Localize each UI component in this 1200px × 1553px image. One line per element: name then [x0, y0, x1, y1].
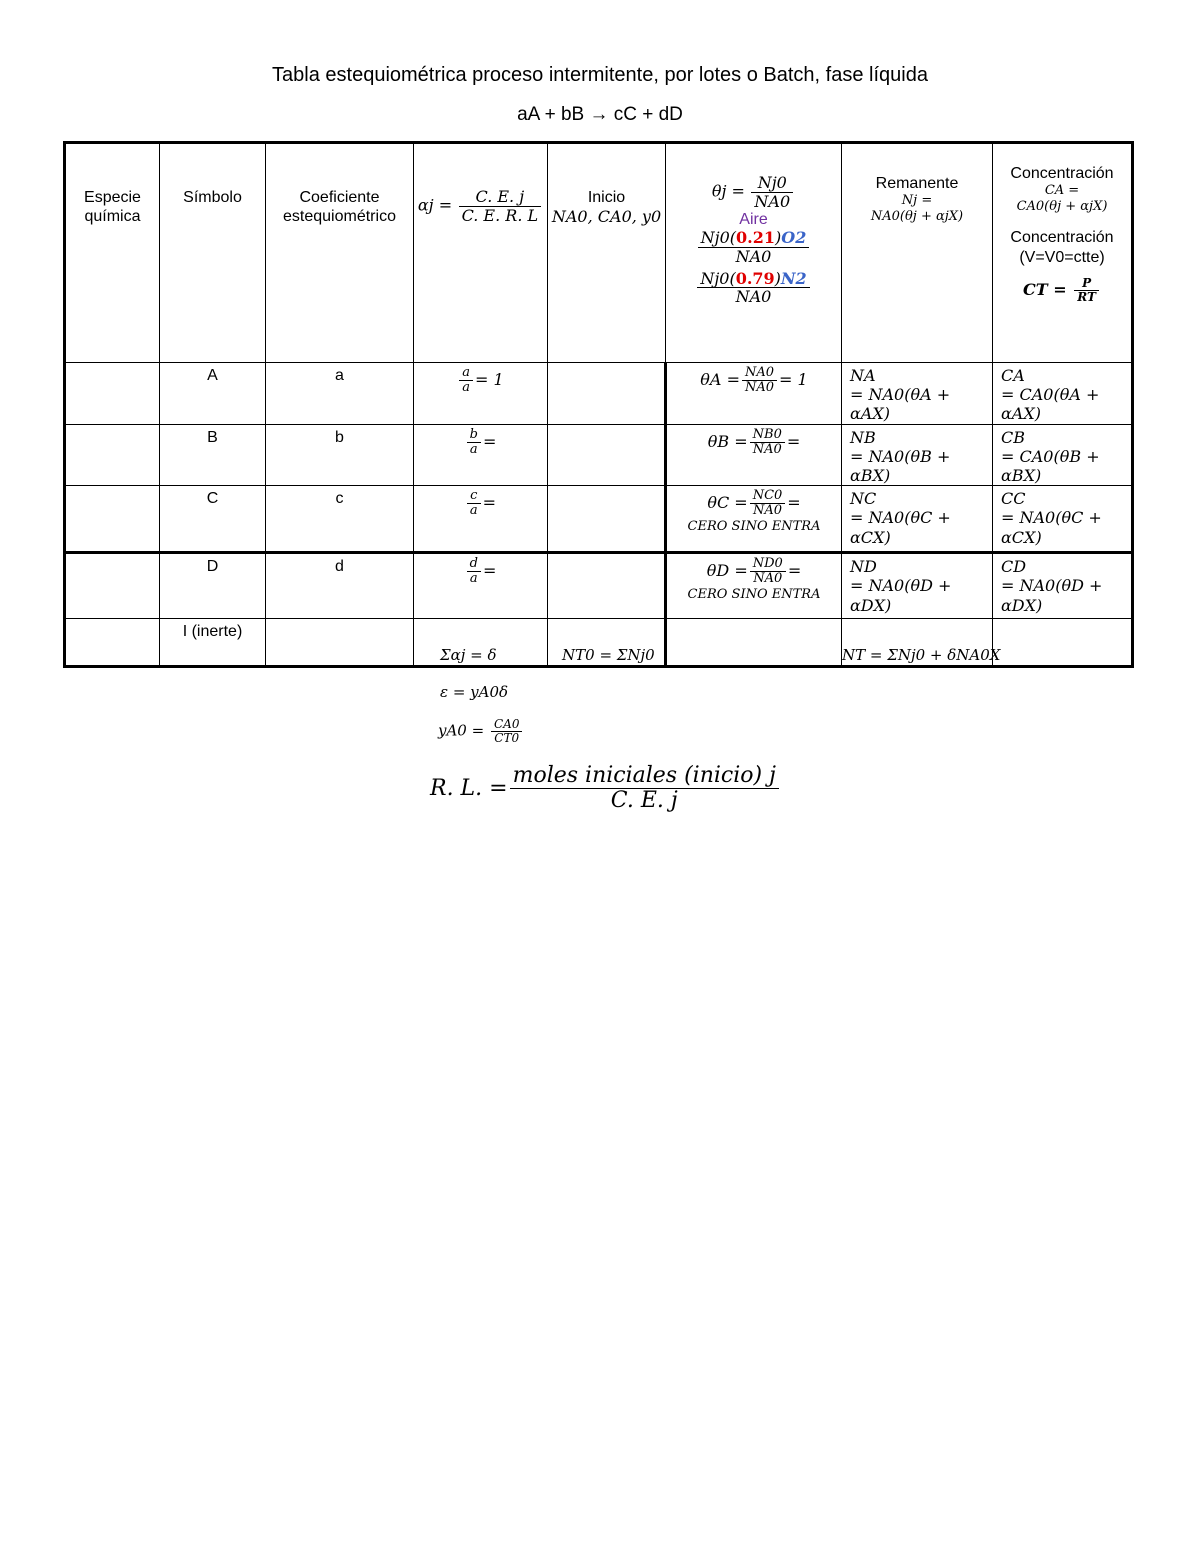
conc-2: = CA0(θB + αBX) — [1001, 446, 1100, 485]
ct-denominator: RT — [1077, 289, 1096, 304]
theta-rhs: = — [786, 431, 801, 451]
theta-lhs: θj = — [711, 181, 745, 201]
cell-alpha — [414, 486, 548, 553]
cell-coef: a — [266, 363, 414, 425]
theta-num: ND0 — [750, 557, 786, 572]
cell-simbolo: B — [160, 424, 266, 486]
alpha-den: a — [469, 441, 478, 457]
cell-concentracion — [993, 619, 1133, 667]
cell-especie — [65, 363, 160, 425]
ct-numerator: P — [1074, 277, 1099, 291]
alpha-den: a — [469, 571, 478, 587]
alpha-rhs: = — [482, 431, 497, 451]
rem-2: = NA0(θD + αDX) — [850, 576, 952, 615]
rem-2: = NA0(θB + αBX) — [850, 446, 951, 485]
nt0-formula: NT0 = ΣNj0 — [562, 646, 655, 664]
sum-alpha-formula: Σαj = δ — [440, 646, 497, 664]
theta-denominator: NA0 — [754, 191, 791, 211]
theta-den: NA0 — [752, 503, 782, 519]
table-row — [65, 424, 1133, 486]
cell-alpha — [414, 424, 548, 486]
theta-lhs: θB = — [707, 431, 748, 451]
remanente-eq2: NA0(θj + αjX) — [870, 208, 964, 224]
theta-den: NA0 — [752, 441, 782, 457]
cell-simbolo: C — [160, 486, 266, 553]
conc-2: = NA0(θC + αCX) — [1001, 508, 1102, 547]
theta-lhs: θC = — [707, 493, 748, 513]
ya0-formula — [438, 718, 524, 745]
header-alpha — [414, 143, 548, 363]
header-coeficiente — [266, 143, 414, 363]
n2-denominator: NA0 — [735, 287, 772, 307]
cell-especie — [65, 619, 160, 667]
ct-lhs: CT = — [1023, 279, 1067, 299]
header-simbolo-label: Símbolo — [183, 189, 242, 206]
cell-simbolo: D — [160, 553, 266, 619]
n2-species: N2 — [780, 268, 807, 288]
cell-especie — [65, 553, 160, 619]
stoichiometric-table — [63, 141, 1134, 668]
conc2-condition: (V=V0=ctte) — [1019, 248, 1105, 266]
alpha-numerator: C. E. j — [459, 188, 542, 207]
aire-label: Aire — [739, 211, 768, 229]
alpha-denominator: C. E. R. L — [461, 205, 539, 225]
o2-value: 0.21 — [736, 228, 776, 248]
alpha-rhs: = — [482, 561, 497, 581]
header-theta — [666, 143, 842, 363]
cell-remanente — [842, 486, 993, 553]
theta-rhs: = 1 — [779, 370, 808, 390]
theta-den: NA0 — [753, 571, 783, 587]
cell-inicio — [548, 363, 666, 425]
n2-numerator-a: Nj0( — [700, 268, 736, 288]
header-coeficiente-label: Coeficiente estequiométrico — [283, 189, 396, 226]
conc-eq1: CA = — [1044, 183, 1080, 199]
ya0-numerator: CA0 — [491, 718, 522, 732]
conc-eq2: CA0(θj + αjX) — [1016, 198, 1108, 214]
table-row — [65, 486, 1133, 553]
document-title: Tabla estequiométrica proceso intermitente, por lotes o Batch, fase líquida — [272, 64, 928, 86]
rl-numerator: moles iniciales (inicio) j — [510, 764, 779, 789]
alpha-num: d — [467, 557, 481, 572]
conc-1: CC — [1001, 489, 1026, 509]
alpha-num: b — [467, 428, 481, 443]
cell-inicio — [548, 486, 666, 553]
n2-fraction — [697, 270, 809, 306]
theta-rhs: = — [787, 561, 802, 581]
conc-1: CB — [1001, 427, 1025, 447]
conc-label: Concentración — [1010, 165, 1114, 182]
cell-theta — [666, 486, 842, 553]
header-especie — [65, 143, 160, 363]
o2-fraction — [698, 229, 810, 265]
cell-especie — [65, 486, 160, 553]
theta-note: CERO SINO ENTRA — [687, 586, 821, 602]
header-row — [65, 143, 1133, 363]
ya0-denominator: CT0 — [494, 731, 520, 746]
cell-concentracion — [993, 424, 1133, 486]
header-especie-label: Especie química — [84, 189, 141, 226]
header-remanente — [842, 143, 993, 363]
alpha-rhs: = — [482, 493, 497, 513]
cell-inicio — [548, 424, 666, 486]
cell-coef: c — [266, 486, 414, 553]
theta-numerator: Nj0 — [751, 174, 793, 193]
n2-numerator-b: ) — [774, 268, 781, 288]
inicio-vars: NA0, CA0, y0 — [551, 207, 662, 227]
cell-especie — [65, 424, 160, 486]
conc-2: = NA0(θD + αDX) — [1001, 576, 1103, 615]
o2-denominator: NA0 — [735, 246, 772, 266]
conc2-label: Concentración — [1010, 229, 1114, 247]
rl-lhs: R. L. = — [430, 776, 508, 802]
cell-concentracion — [993, 486, 1133, 553]
table-row — [65, 553, 1133, 619]
cell-concentracion — [993, 553, 1133, 619]
alpha-num: c — [467, 489, 481, 504]
o2-numerator-a: Nj0( — [700, 228, 737, 248]
cell-theta — [666, 363, 842, 425]
theta-lhs: θD = — [706, 561, 748, 581]
rem-2: = NA0(θC + αCX) — [850, 508, 951, 547]
alpha-den: a — [469, 503, 478, 519]
cell-alpha — [414, 363, 548, 425]
remanente-label: Remanente — [875, 175, 959, 192]
rem-1: NA — [850, 366, 876, 385]
conc-1: CD — [1001, 557, 1027, 577]
header-concentracion — [993, 143, 1133, 363]
cell-alpha — [414, 553, 548, 619]
cell-theta — [666, 424, 842, 486]
conc-2: = CA0(θA + αAX) — [1001, 385, 1100, 424]
cell-simbolo: A — [160, 363, 266, 425]
o2-species: O2 — [781, 228, 807, 248]
rem-1: NC — [850, 489, 877, 509]
conc-1: CA — [1001, 366, 1025, 385]
cell-coef: d — [266, 553, 414, 619]
cell-theta — [666, 619, 842, 667]
epsilon-formula: ε = yA0δ — [440, 683, 509, 701]
theta-num: NA0 — [742, 366, 777, 381]
rem-1: NB — [850, 427, 876, 447]
cell-theta — [666, 553, 842, 619]
theta-note: CERO SINO ENTRA — [687, 518, 821, 534]
alpha-den: a — [462, 380, 471, 396]
rl-denominator: C. E. j — [610, 788, 678, 814]
nt-formula: NT = ΣNj0 + δNA0X — [842, 646, 1001, 664]
cell-coef: b — [266, 424, 414, 486]
theta-num: NB0 — [750, 428, 785, 443]
cell-remanente — [842, 424, 993, 486]
n2-value: 0.79 — [735, 268, 775, 288]
rem-2: = NA0(θA + αAX) — [850, 385, 951, 424]
cell-inicio — [548, 553, 666, 619]
theta-num: NC0 — [750, 489, 786, 504]
header-inicio — [548, 143, 666, 363]
remanente-eq1: Nj = — [901, 193, 933, 209]
inicio-label: Inicio — [587, 189, 626, 206]
alpha-lhs: αj = — [417, 195, 453, 215]
reaction-equation: aA + bB → cC + dD — [517, 104, 683, 125]
ya0-lhs: yA0 = — [438, 721, 485, 740]
o2-numerator-b: ) — [775, 228, 782, 248]
cell-remanente — [842, 363, 993, 425]
cell-remanente — [842, 553, 993, 619]
rem-1: ND — [850, 557, 877, 577]
theta-lhs: θA = — [700, 370, 740, 390]
cell-simbolo: I (inerte) — [160, 619, 266, 667]
theta-rhs: = — [787, 493, 801, 513]
alpha-rhs: = 1 — [475, 370, 504, 390]
cell-coef — [266, 619, 414, 667]
rl-formula — [430, 764, 781, 813]
header-simbolo — [160, 143, 266, 363]
cell-concentracion — [993, 363, 1133, 425]
theta-den: NA0 — [744, 380, 775, 396]
alpha-num: a — [459, 366, 473, 381]
table-row — [65, 363, 1133, 425]
